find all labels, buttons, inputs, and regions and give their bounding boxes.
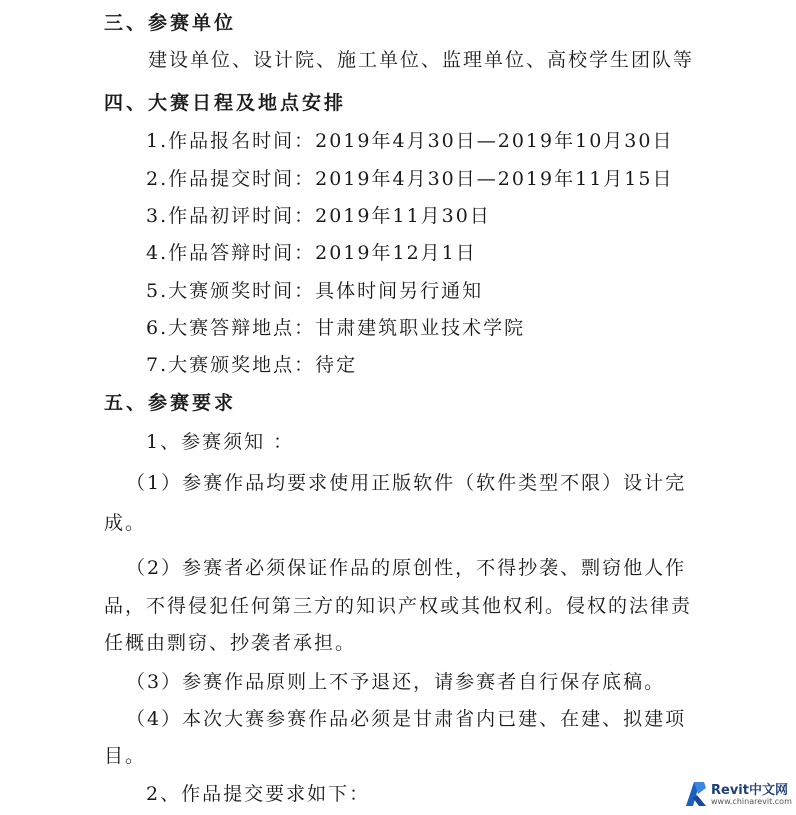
section-4-heading: 四、大赛日程及地点安排 (104, 92, 347, 114)
watermark (684, 778, 790, 810)
watermark-title: Revit中文网 (711, 783, 788, 798)
section-5-heading: 五、参赛要求 (104, 392, 237, 414)
schedule-item: 7.大赛颁奖地点：待定 (146, 354, 358, 376)
paragraph-3-line: （3）参赛作品原则上不予退还，请参赛者自行保存底稿。 (126, 671, 666, 693)
paragraph-4-line: 目。 (104, 745, 147, 767)
schedule-item: 5.大赛颁奖时间：具体时间另行通知 (146, 280, 484, 302)
paragraph-2-line: 任概由剽窃、抄袭者承担。 (104, 632, 357, 654)
paragraph-4-line: （4）本次大赛参赛作品必须是甘肃省内已建、在建、拟建项 (126, 708, 687, 730)
schedule-item: 3.作品初评时间：2019年11月30日 (146, 205, 491, 227)
subsection-1-heading: 1、参赛须知 ： (146, 431, 295, 453)
paragraph-1-line: （1）参赛作品均要求使用正版软件（软件类型不限）设计完 (126, 472, 687, 494)
paragraph-2-line: 品，不得侵犯任何第三方的知识产权或其他权利。侵权的法律责 (104, 595, 693, 617)
revit-logo-icon (684, 780, 708, 808)
watermark-url: www.chinarevit.com (711, 797, 792, 806)
section-3-heading: 三、参赛单位 (104, 12, 237, 34)
paragraph-2-line: （2）参赛者必须保证作品的原创性，不得抄袭、剽窃他人作 (126, 557, 687, 579)
schedule-item: 4.作品答辩时间：2019年12月1日 (146, 242, 477, 264)
subsection-2-heading: 2、作品提交要求如下： (146, 783, 371, 805)
schedule-item: 2.作品提交时间：2019年4月30日—2019年11月15日 (146, 168, 674, 190)
schedule-item: 1.作品报名时间：2019年4月30日—2019年10月30日 (146, 130, 674, 152)
schedule-item: 6.大赛答辩地点：甘肃建筑职业技术学院 (146, 317, 526, 339)
section-3-body: 建设单位、设计院、施工单位、监理单位、高校学生团队等 (148, 49, 695, 71)
paragraph-1-line: 成。 (104, 512, 147, 534)
